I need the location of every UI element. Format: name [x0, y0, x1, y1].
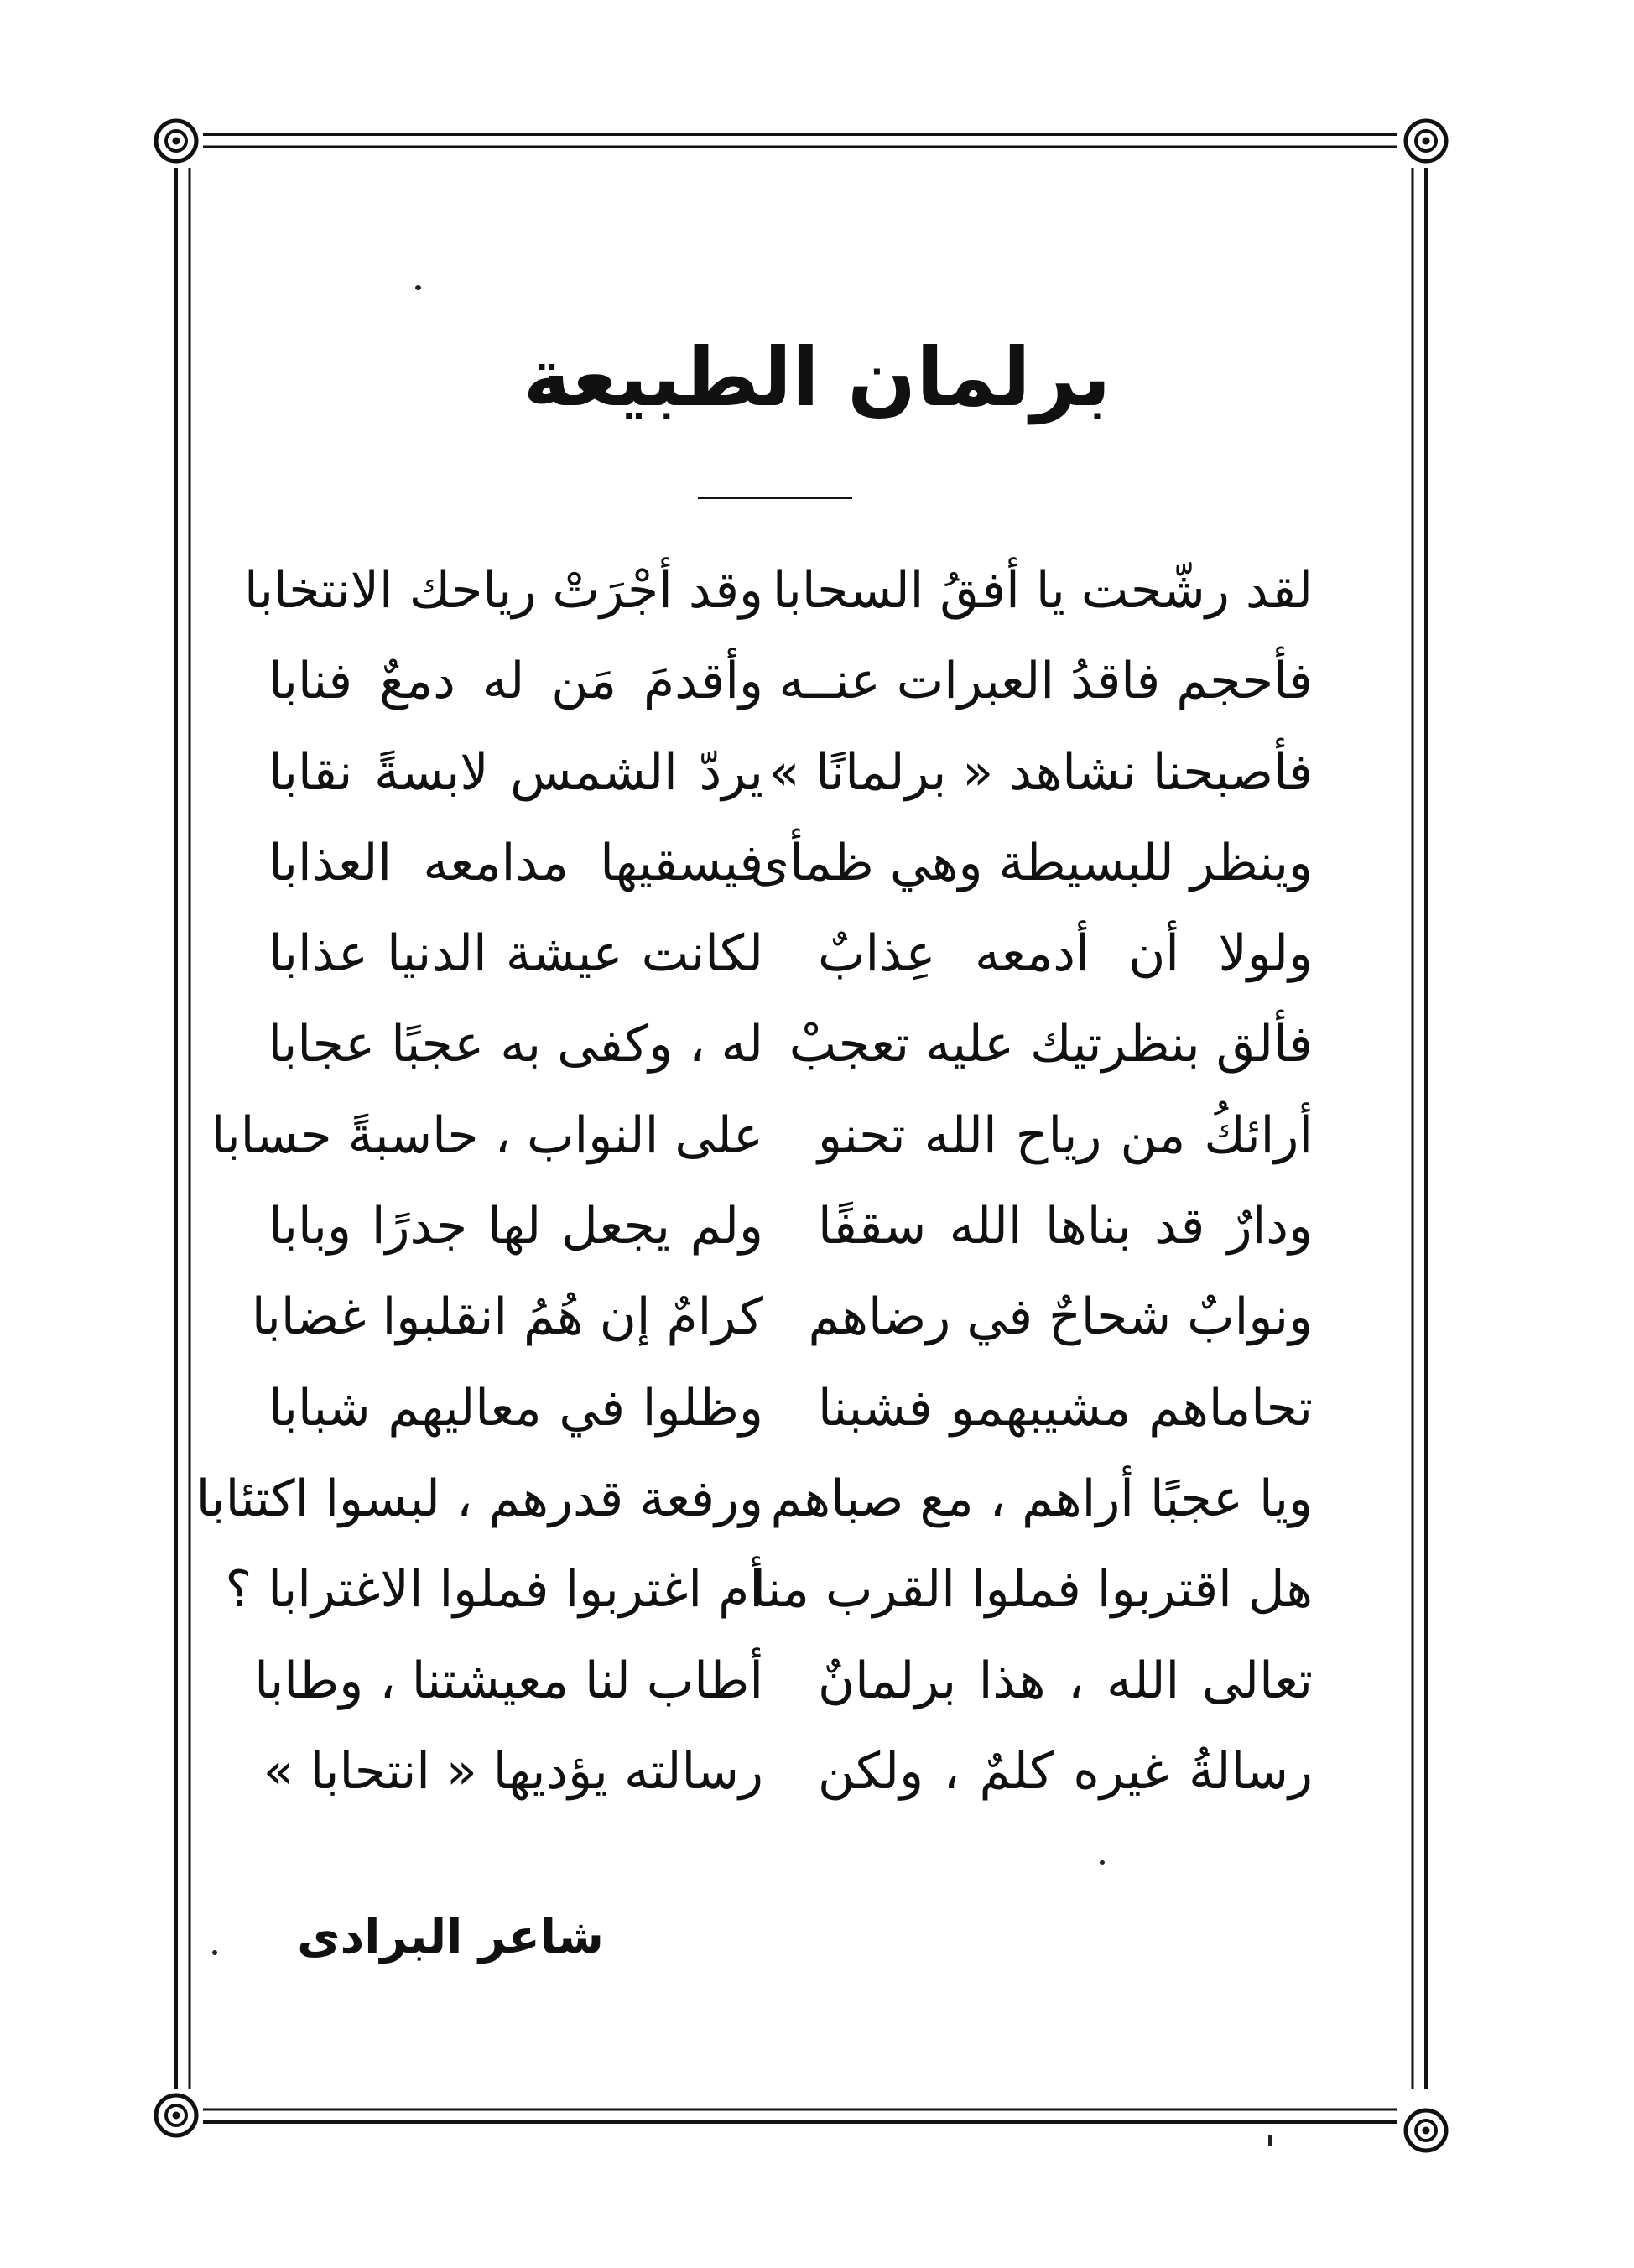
verse-first-hemistich: ويا عجبًا أراهم ، مع صباهم [770, 1469, 1313, 1528]
verse-first-hemistich: فأحجم فاقدُ العبرات عنــه [778, 652, 1313, 711]
corner-ornament-top-left [156, 121, 196, 161]
verse-second-hemistich: له ، وكفى به عجبًا عجابا [268, 1015, 763, 1074]
verse-first-hemistich: وينظر للبسيطة وهي ظمأى [750, 833, 1313, 892]
verse-second-hemistich: ورفعة قدرهم ، لبسوا اكتئابا [195, 1469, 763, 1528]
verse [211, 1090, 1313, 1181]
verse-second-hemistich: أطاب لنا معيشتنا ، وطابا [254, 1651, 763, 1710]
corner-ornament-bottom-right [1406, 2110, 1446, 2151]
verse [251, 1272, 1313, 1362]
verse-second-hemistich: لكانت عيشة الدنيا عذابا [268, 924, 763, 984]
title-divider [698, 497, 852, 499]
verse-second-hemistich: فيسقيها مدامعه العذابا [268, 833, 763, 892]
poem-body [195, 545, 1313, 1817]
corner-ornament-top-right [1406, 121, 1446, 161]
verse [254, 1636, 1313, 1726]
verse-first-hemistich: ولولا أن أدمعه عِذابٌ [818, 924, 1313, 984]
verse [268, 1363, 1313, 1454]
verse-first-hemistich: ونوابٌ شحاحٌ في رضاهم [808, 1287, 1313, 1347]
verse-second-hemistich: وقد أجْرَتْ رياحك الانتخابا [243, 561, 763, 620]
print-speck [1100, 1860, 1105, 1865]
verse [268, 636, 1313, 726]
verse [225, 1544, 1313, 1635]
verse [268, 1181, 1313, 1272]
verse-second-hemistich: ولم يجعل لها جدرًا وبابا [268, 1197, 763, 1256]
verse [268, 727, 1313, 818]
verse-second-hemistich: أم اغتربوا فملوا الاغترابا ؟ [225, 1560, 763, 1620]
verse-first-hemistich: فأصبحنا نشاهد « برلمانًا » [768, 742, 1313, 802]
verse-second-hemistich: كرامٌ إن هُمُ انقلبوا غضابا [251, 1287, 763, 1347]
verse-first-hemistich: أرائكُ من رياح الله تحنو [818, 1105, 1313, 1165]
verse [268, 818, 1313, 908]
print-speck [1268, 2135, 1272, 2146]
verse-second-hemistich: يردّ الشمس لابسةً نقابا [268, 742, 763, 802]
print-speck [415, 285, 421, 290]
verse [195, 1454, 1313, 1544]
verse-first-hemistich: تعالى الله ، هذا برلمانٌ [818, 1651, 1313, 1710]
poet-signature: شاعر البرادى [297, 1910, 604, 1964]
verse-first-hemistich: رسالةُ غيره كلمٌ ، ولكن [818, 1741, 1313, 1801]
verse-second-hemistich: على النواب ، حاسبةً حسابا [211, 1105, 763, 1165]
verse-first-hemistich: لقد رشّحت يا أفقُ السحابا [772, 561, 1313, 620]
corner-ornament-bottom-left [156, 2095, 196, 2135]
verse-first-hemistich: ودارٌ قد بناها الله سقفًا [818, 1197, 1313, 1256]
verse [268, 999, 1313, 1090]
verse-second-hemistich: وظلوا في معاليهم شبابا [268, 1378, 763, 1438]
verse-first-hemistich: فألق بنظرتيك عليه تعجبْ [788, 1015, 1313, 1074]
verse-first-hemistich: هل اقتربوا فملوا القرب منا [752, 1560, 1313, 1620]
verse [268, 908, 1313, 999]
verse-second-hemistich: وأقدمَ مَن له دمعٌ فنابا [268, 652, 763, 711]
print-speck [212, 1950, 217, 1955]
verse [263, 1726, 1313, 1817]
verse-second-hemistich: رسالته يؤديها « انتحابا » [263, 1741, 763, 1801]
poem-title: برلمان الطبيعة [523, 330, 1111, 424]
verse [243, 545, 1313, 636]
verse-first-hemistich: تحاماهم مشيبهمو فشبنا [818, 1378, 1313, 1438]
